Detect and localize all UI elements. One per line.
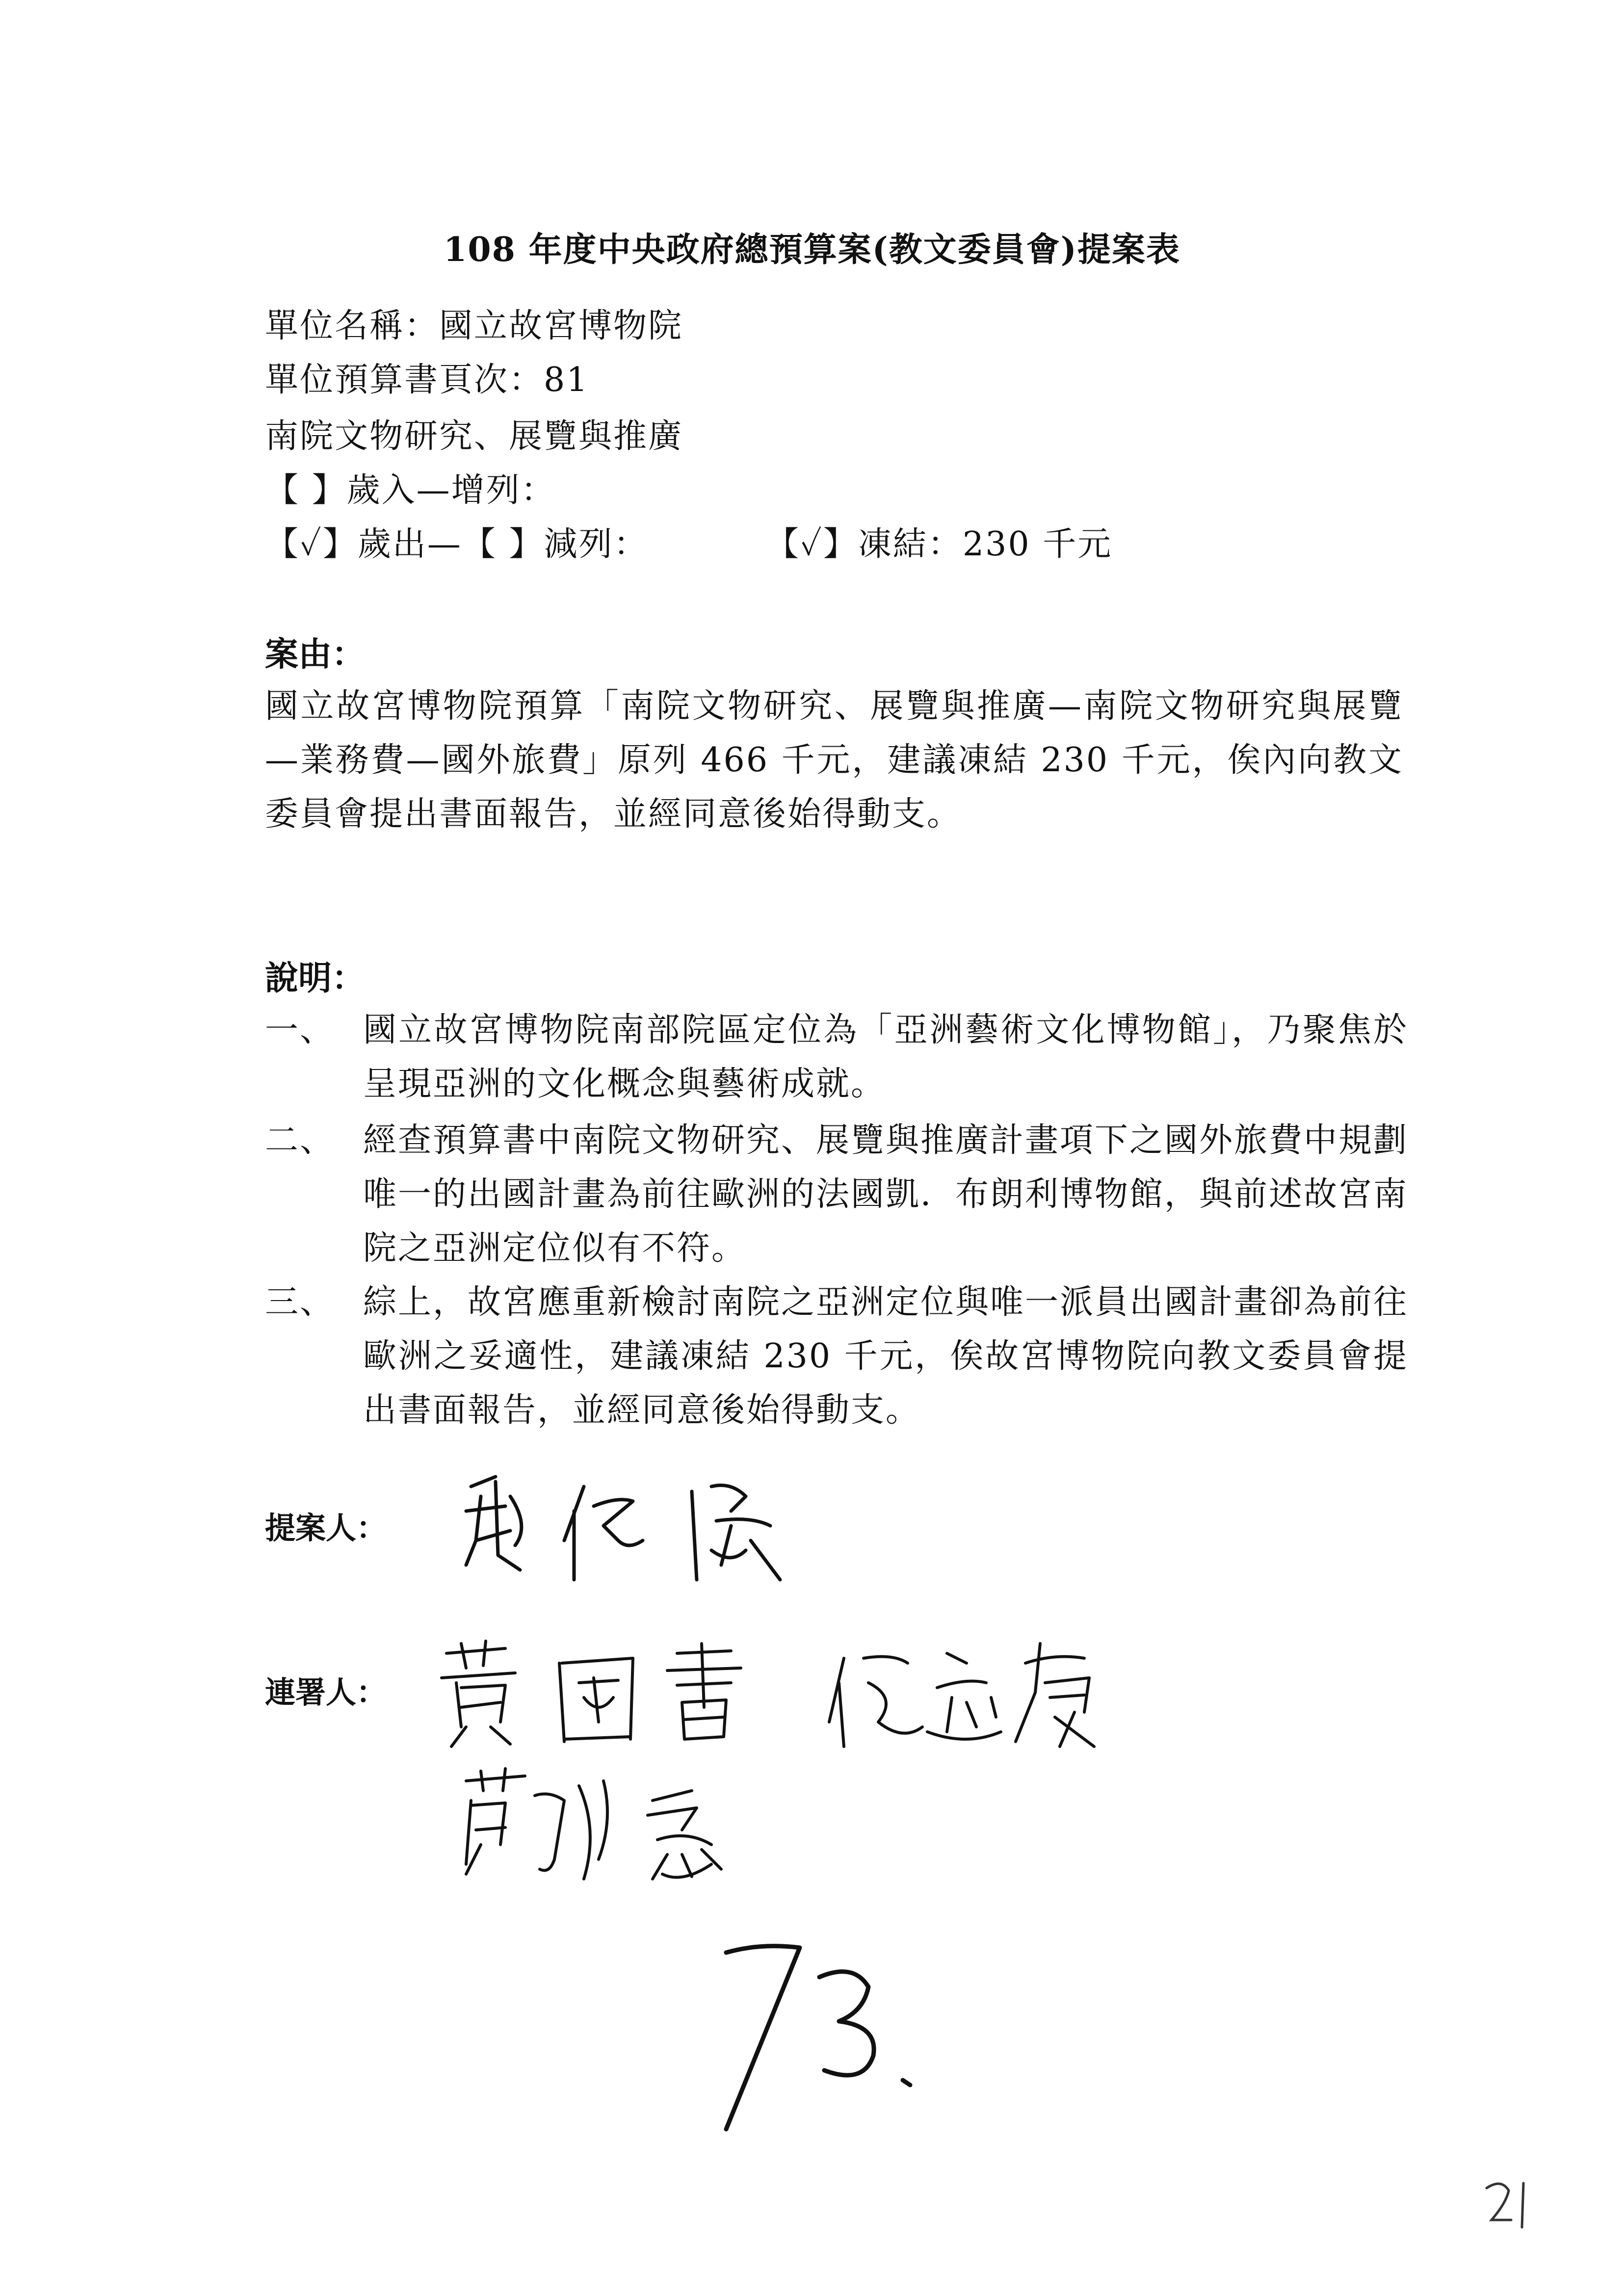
explanation-item	[265, 1276, 1408, 1437]
revenue-line: 【 】歲入—增列：	[265, 471, 556, 510]
handwritten-number	[716, 1923, 952, 2139]
item-number: 一、	[265, 1011, 335, 1049]
item-number: 三、	[265, 1283, 335, 1322]
page-number-text: 21	[1482, 2173, 1483, 2174]
explanation-item	[265, 1003, 1408, 1111]
item-text: 綜上，故宮應重新檢討南院之亞洲定位與唯一派員出國計畫卻為前往歐洲之妥適性，建議凍結 230 千元，俟故宮博物院向教文委員會提出書面報告，並經同意後始得動支。	[363, 1283, 1409, 1430]
item-text: 經查預算書中南院文物研究、展覽與推廣計畫項下之國外旅費中規劃唯一的出國計畫為前往歐洲的法國凱．布朗利博物館，與前述故宮南院之亞洲定位似有不符。	[363, 1121, 1409, 1268]
reason-heading: 案由：	[265, 635, 366, 674]
cosigner-label: 連署人：	[265, 1674, 387, 1710]
proposer-signature	[456, 1467, 790, 1594]
item-text: 國立故宮博物院南部院區定位為「亞洲藝術文化博物館」，乃聚焦於呈現亞洲的文化概念與藝術成就。	[363, 1011, 1408, 1103]
document-title: 108 年度中央政府總預算案(教文委員會)提案表	[444, 230, 1180, 269]
handwritten-number-text: 73	[716, 1923, 717, 1924]
proposer-label: 提案人：	[265, 1510, 387, 1546]
budget-page: 單位預算書頁次：81	[265, 361, 589, 399]
cosigner-signatures	[437, 1634, 1148, 1889]
page-number	[1482, 2173, 1541, 2237]
explanation-item	[265, 1114, 1408, 1276]
explanation-heading: 說明：	[265, 959, 366, 998]
freeze-line: 【✓】凍結：230 千元	[765, 525, 1113, 564]
reason-text: 國立故宮博物院預算「南院文物研究、展覽與推廣—南院文物研究與展覽—業務費—國外旅費」原列 466 千元，建議凍結 230 千元，俟內向教文委員會提出書面報告，並經同意後始得動支。	[265, 687, 1403, 834]
unit-name: 單位名稱：國立故宮博物院	[265, 307, 683, 345]
expenditure-line: 【✓】歲出—【 】減列：	[265, 525, 649, 564]
program-name: 南院文物研究、展覽與推廣	[265, 417, 683, 456]
item-number: 二、	[265, 1121, 335, 1160]
